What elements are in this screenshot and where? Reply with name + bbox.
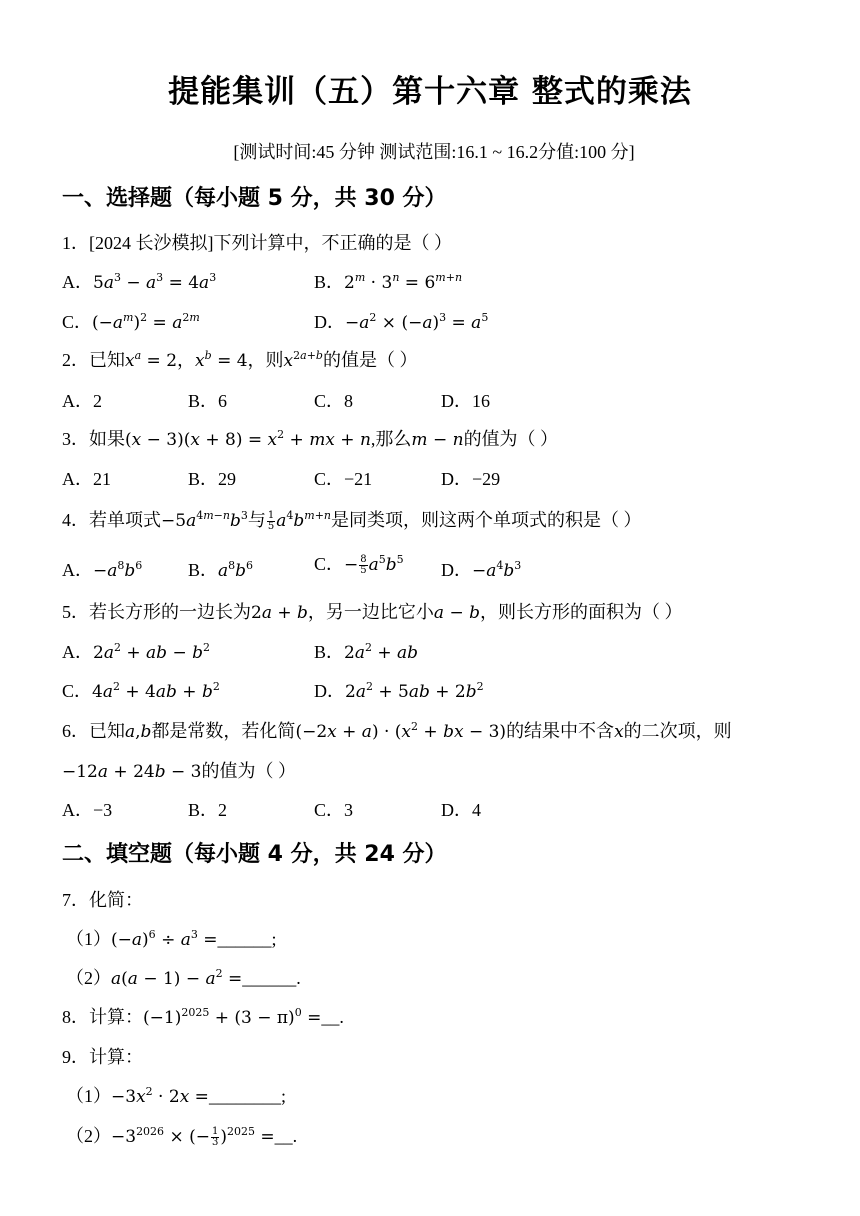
option-label: D． <box>441 469 472 489</box>
option-label: A． <box>62 642 93 662</box>
question-3-option-b <box>188 465 236 491</box>
option-label: B． <box>188 800 219 820</box>
question-6-option-a <box>62 796 112 822</box>
option-label: D． <box>441 391 472 411</box>
option-label: A． <box>62 560 93 580</box>
question-1-option-d: D．$-a^2 \times (-a)^3 = a^5$ <box>314 311 489 333</box>
question-3-option-d <box>441 465 500 491</box>
fraction <box>211 1127 219 1148</box>
question-8-number: 8． <box>62 1007 89 1027</box>
question-6-number: 6． <box>62 721 89 741</box>
question-7-part-1: $(1)(-a)^6 \div a^3$ =______; <box>66 928 277 950</box>
question-6-continued: −12a + 24b − 3的值为（ ） <box>62 761 296 782</box>
option-value: 6 <box>218 391 228 411</box>
question-3-option-c <box>314 465 372 491</box>
page-title: 提能集训（五）第十六章 整式的乘法 <box>168 74 692 110</box>
question-1-option-b: B．$2^m \cdot 3^n = 6^{m+n}$ <box>314 271 463 293</box>
question-6-option-c <box>314 796 353 822</box>
option-label: C． <box>62 312 93 332</box>
question-9 <box>62 1043 143 1069</box>
option-label: B． <box>314 642 345 662</box>
option-label: A． <box>62 469 93 489</box>
question-4-text: 若单项式 <box>89 510 161 530</box>
option-label: B． <box>188 560 219 580</box>
question-5-number: 5． <box>62 602 89 622</box>
question-2-number: 2． <box>62 350 89 370</box>
question-3-option-a <box>62 465 111 491</box>
part-label: （2） <box>66 968 111 988</box>
option-label: A． <box>62 391 93 411</box>
option-value: 2 <box>218 800 228 820</box>
question-6-text: 的结果中不含 <box>506 721 615 741</box>
question-3-number: 3． <box>62 429 89 449</box>
question-2-text: 的值是（ ） <box>322 350 418 370</box>
question-9-number: 9． <box>62 1047 89 1067</box>
question-4-number: 4． <box>62 510 89 530</box>
question-2-option-d <box>441 387 490 413</box>
option-label: D． <box>314 312 345 332</box>
option-label: C． <box>314 554 345 574</box>
question-4-text: 与 <box>247 510 266 530</box>
question-6-option-b <box>188 796 227 822</box>
question-5-text: 若长方形的一边长为 <box>89 602 251 622</box>
question-2-text: ， <box>177 350 196 370</box>
question-9-text: 计算： <box>89 1047 143 1067</box>
answer-blank: ______; <box>217 929 277 949</box>
question-6: 6．已知a,b都是常数，若化简$(-2x + a) \cdot (x^2$ + bx − 3)的结果中不含x的二次项，则 <box>62 720 732 742</box>
option-label: A． <box>62 272 93 292</box>
option-label: C． <box>314 391 345 411</box>
option-value: 16 <box>472 391 490 411</box>
option-label: B． <box>188 391 219 411</box>
question-4: 4．若单项式$-5a^{4m-n}b^3$与 $\frac{1}{5}$ $a^4b^{m+n}$是同类项，则这两个单项式的积是（ ） <box>62 509 642 533</box>
question-2-option-c <box>314 387 353 413</box>
fraction <box>359 555 367 576</box>
question-2-option-a <box>62 387 102 413</box>
question-1 <box>62 229 452 255</box>
question-4-option-b: B．$a^8b^6$ <box>188 559 254 581</box>
part-label: （1） <box>66 1086 111 1106</box>
question-4-option-d: D．$-a^4b^3$ <box>441 559 522 581</box>
fraction <box>267 511 275 532</box>
answer-blank: ________; <box>208 1086 286 1106</box>
question-4-option-a: A．$-a^8b^6$ <box>62 559 143 581</box>
fraction-numerator: 1 <box>212 1126 219 1138</box>
question-1-number: 1． <box>62 233 89 253</box>
question-5-option-c: C．$4a^2 + 4ab + b^2$ <box>62 680 220 702</box>
option-value: 3 <box>344 800 354 820</box>
fraction-numerator: 1 <box>267 510 275 522</box>
question-8-text: 计算： <box>89 1007 143 1027</box>
question-6-text: 的二次项，则 <box>623 721 732 741</box>
question-7-number: 7． <box>62 890 89 910</box>
option-label: D． <box>441 800 472 820</box>
option-value: 2 <box>93 391 102 411</box>
option-value: −3 <box>93 800 113 820</box>
option-label: B． <box>188 469 219 489</box>
option-label: C． <box>62 681 93 701</box>
question-3-text: 如果 <box>89 429 125 449</box>
question-1-option-c: C．$(-a^m)^2 = a^{2m}$ <box>62 311 200 333</box>
question-5-text: ，则长方形的面积为（ ） <box>480 602 683 622</box>
question-7-part-2: $(2)a(a - 1) - a^2$ =______. <box>66 967 301 989</box>
option-value: −29 <box>472 469 501 489</box>
fraction-denominator: 5 <box>360 565 367 577</box>
question-5-option-a: A．$2a^2$ + ab − $b^2$ <box>62 641 211 663</box>
question-6-option-d <box>441 796 481 822</box>
option-label: A． <box>62 800 93 820</box>
part-label: （1） <box>66 929 111 949</box>
question-6-text: 的值为（ ） <box>201 761 296 781</box>
question-3-text: ,那么 <box>370 429 412 449</box>
option-value: 4 <box>472 800 481 820</box>
option-value: 8 <box>344 391 354 411</box>
question-5: 5．若长方形的一边长为2a + b，另一边比它小a − b，则长方形的面积为（ ） <box>62 602 683 623</box>
question-6-text: 都是常数，若化简 <box>151 721 296 741</box>
option-value: 21 <box>93 469 111 489</box>
question-9-part-2: $(2)-3^{2026}$ × (− $\frac{1}{3}$ )$^{2025}$ =__. <box>66 1125 298 1149</box>
option-label: C． <box>314 469 345 489</box>
question-2-text: 已知 <box>89 350 125 370</box>
question-5-option-b: B．$2a^2$ + ab <box>314 641 419 663</box>
question-1-option-a: A．$5a^3 - a^3 = 4a^3$ <box>62 271 217 293</box>
option-label: D． <box>441 560 472 580</box>
section-multiple-choice-heading: 一、选择题（每小题 5 分，共 30 分） <box>62 186 447 211</box>
answer-blank: __. <box>274 1126 298 1146</box>
question-3: 3．如果$(x - 3)(x + 8) = x^2$ + mx + n,那么m − n的值为（ ） <box>62 428 559 450</box>
question-2-option-b <box>188 387 227 413</box>
question-5-text: ，另一边比它小 <box>307 602 434 622</box>
answer-blank: __. <box>321 1007 344 1027</box>
option-label: C． <box>314 800 345 820</box>
page-subtitle: [测试时间:45 分钟 测试范围:16.1 ~ 16.2分值:100 分] <box>233 142 635 162</box>
option-label: D． <box>314 681 345 701</box>
part-label: （2） <box>66 1126 111 1146</box>
question-2-text: ，则 <box>247 350 284 370</box>
question-9-part-1: $(1)-3x^2 \cdot 2x$ =________; <box>66 1085 286 1107</box>
option-value: −21 <box>344 469 373 489</box>
question-2: 2．已知$x^a = 2$，$x^b = 4$，则$x^{2a+b}$的值是（ ） <box>62 349 418 371</box>
answer-blank: ______. <box>242 968 301 988</box>
question-7-text: 化简： <box>89 890 143 910</box>
question-5-option-d: D．$2a^2 + 5ab + 2b^2$ <box>314 680 484 702</box>
fraction-denominator: 3 <box>212 1137 219 1149</box>
section-fill-in-heading: 二、填空题（每小题 4 分，共 24 分） <box>62 842 447 867</box>
fraction-denominator: 5 <box>267 521 275 533</box>
fraction-numerator: 8 <box>360 554 367 566</box>
question-7 <box>62 886 143 912</box>
question-4-text: 是同类项，则这两个单项式的积是（ ） <box>331 510 642 530</box>
question-8: 8．计算：$(-1)^{2025} + (3 - \pi)^0$ =__. <box>62 1006 344 1028</box>
question-1-text: [2024 长沙模拟]下列计算中，不正确的是（ ） <box>89 233 452 253</box>
question-6-text: 已知 <box>89 721 125 741</box>
option-value: 29 <box>218 469 237 489</box>
option-label: B． <box>314 272 345 292</box>
question-3-text: 的值为（ ） <box>463 429 559 449</box>
question-4-option-c: C．− $\frac{8}{5}$ $a^5b^5$ <box>314 553 404 577</box>
